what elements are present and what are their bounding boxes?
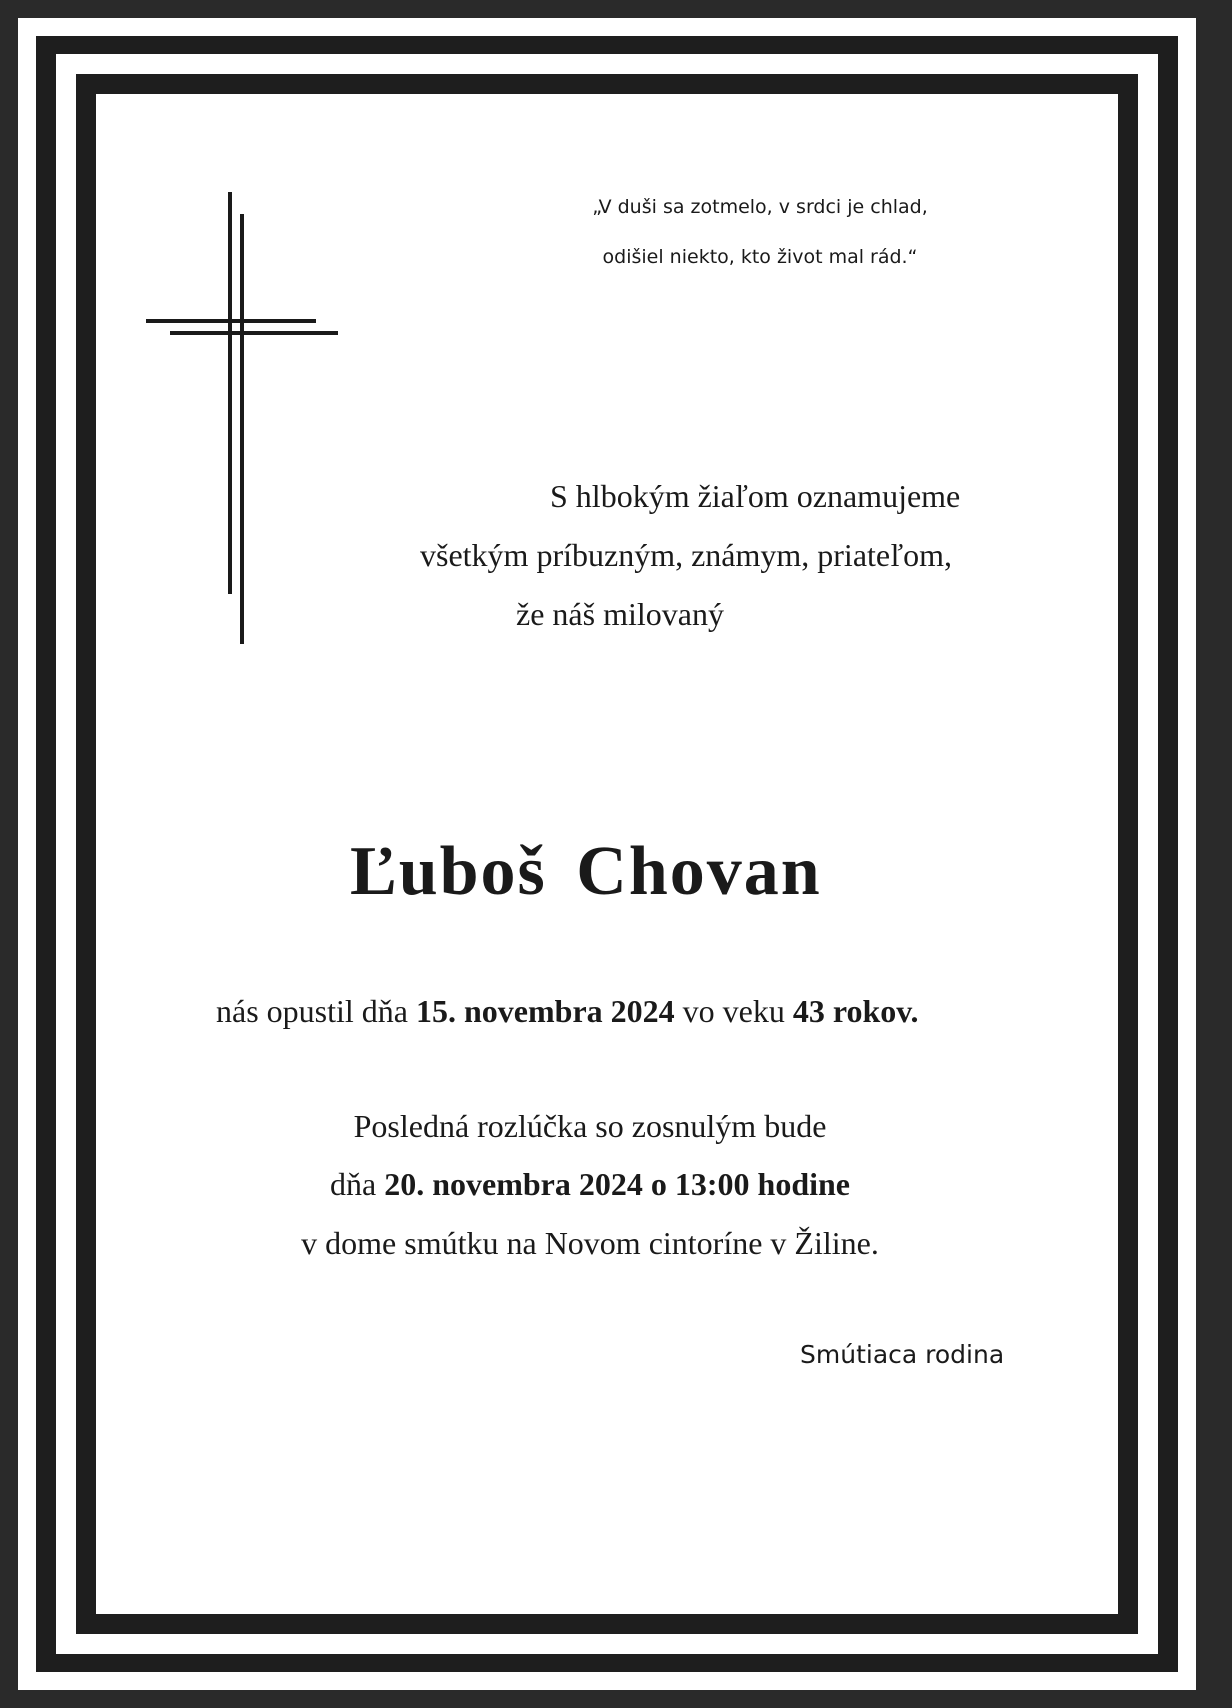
signature: Smútiaca rodina	[800, 1340, 1005, 1369]
funeral-line-1: Posledná rozlúčka so zosnulým bude	[353, 1108, 827, 1144]
announcement-line-2: všetkým príbuzným, známym, priateľom,	[420, 537, 952, 573]
announcement-line-3: že náš milovaný	[516, 596, 724, 632]
passing-age: 43 rokov.	[792, 993, 919, 1029]
funeral-date-prefix: dňa	[330, 1166, 385, 1202]
funeral-location: v dome smútku na Novom cintoríne v Žiline.	[301, 1225, 879, 1261]
passing-date: 15. novembra 2024	[415, 993, 675, 1029]
cross-icon	[146, 192, 342, 644]
passing-text-before: nás opustil dňa	[216, 993, 416, 1029]
passing-statement	[216, 993, 919, 1030]
quote-line-2: odišiel niekto, kto život mal rád.“	[602, 246, 918, 268]
quote-line-1: „V duši sa zotmelo, v srdci je chlad,	[592, 196, 928, 218]
announcement-line-1: S hlbokým žiaľom oznamujeme	[550, 478, 961, 514]
passing-text-middle: vo veku	[674, 993, 793, 1029]
deceased-name: Ľuboš Chovan	[350, 833, 822, 910]
funeral-line-2	[0, 1166, 1180, 1203]
funeral-datetime: 20. novembra 2024 o 13:00 hodine	[384, 1166, 850, 1202]
